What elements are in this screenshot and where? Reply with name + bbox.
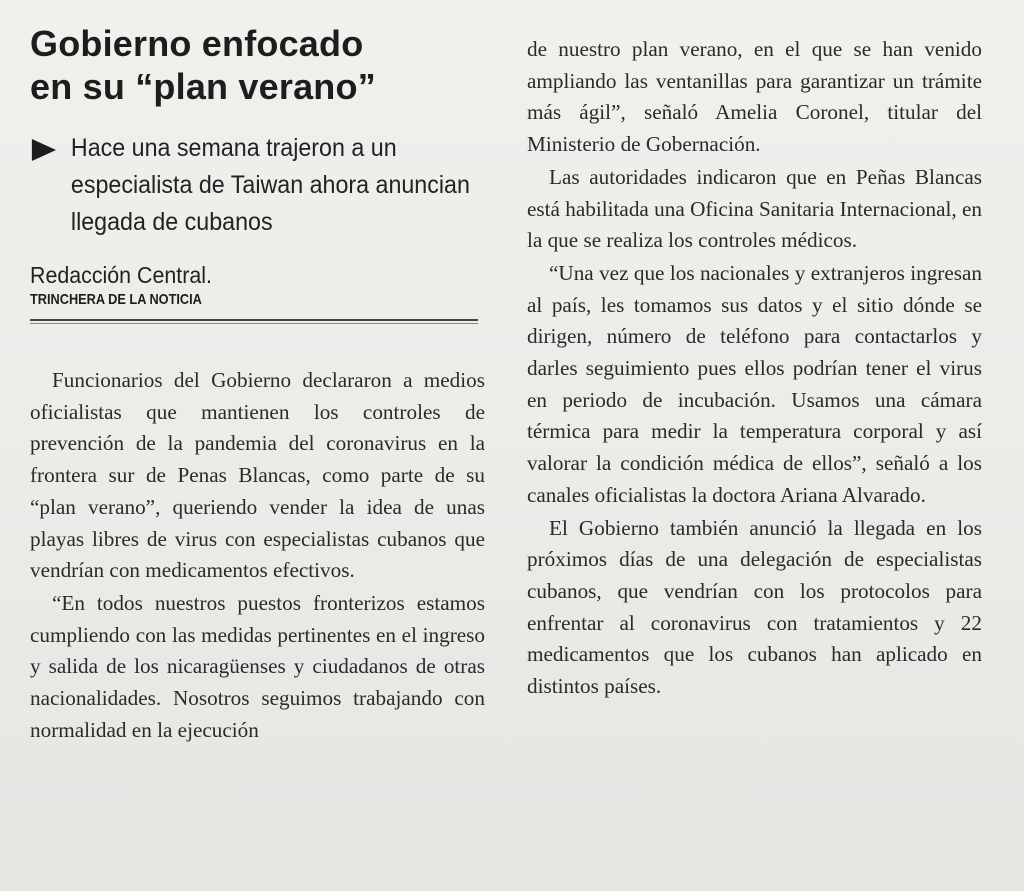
- right-column: [527, 34, 982, 703]
- section-label: TRINCHERA DE LA NOTICIA: [30, 291, 202, 308]
- deck-text: Hace una semana trajeron a un especialista de Taiwan ahora anuncian llegada de cubanos: [70, 134, 470, 236]
- deck: [30, 130, 494, 241]
- body-text-left: [30, 365, 485, 746]
- paragraph: de nuestro plan verano, en el que se han venido ampliando las ventanillas para garantizar un trámite más ágil”, señaló Amelia Coronel, titular del Ministerio de Gobernación.: [527, 37, 982, 157]
- headline: [30, 22, 490, 108]
- paragraph: “En todos nuestros puestos fronterizos estamos cumpliendo con las medidas pertinentes en el ingreso y salida de los nicaragüenses y ciudadanos de otras nacionalidades. Nosotros seguimos trabajando con normalidad en la ejecución: [30, 590, 485, 742]
- paragraph: El Gobierno también anunció la llegada en los próximos días de una delegación de especialistas cubanos, que vendrían con los protocolos para enfrentar al coronavirus con tratamientos y 22 medicamentos que los cubanos han aplicado en distintos países.: [527, 515, 982, 699]
- arrow-right-icon: [32, 139, 56, 161]
- headline-line-1: Gobierno enfocado: [30, 23, 364, 64]
- paragraph: Funcionarios del Gobierno declararon a medios oficialistas que mantienen los controles de prevención de la pandemia del coronavirus en la frontera sur de Penas Blancas, como parte de su “plan verano”, queriendo vender la idea de unas playas libres de virus con especialistas cubanos que vendrían con medicamentos efectivos.: [30, 368, 485, 583]
- paragraph: “Una vez que los nacionales y extranjeros ingresan al país, les tomamos sus datos y el sitio dónde se dirigen, número de teléfono para contactarlos y darles seguimiento pues ellos podrían tener el virus en periodo de incubación. Usamos una cámara térmica para medir la temperatura corporal y así valorar la condición médica de ellos”, señaló a los canales oficialistas la doctora Ariana Alvarado.: [527, 260, 982, 507]
- paragraph: Las autoridades indicaron que en Peñas Blancas está habilitada una Oficina Sanitaria Internacional, en la que se realiza los controles médicos.: [527, 164, 982, 253]
- headline-line-2: en su “plan verano”: [30, 66, 376, 107]
- body-text-right: [527, 34, 982, 703]
- left-column: [30, 22, 490, 746]
- byline: Redacción Central.: [30, 262, 212, 288]
- divider: [30, 319, 478, 324]
